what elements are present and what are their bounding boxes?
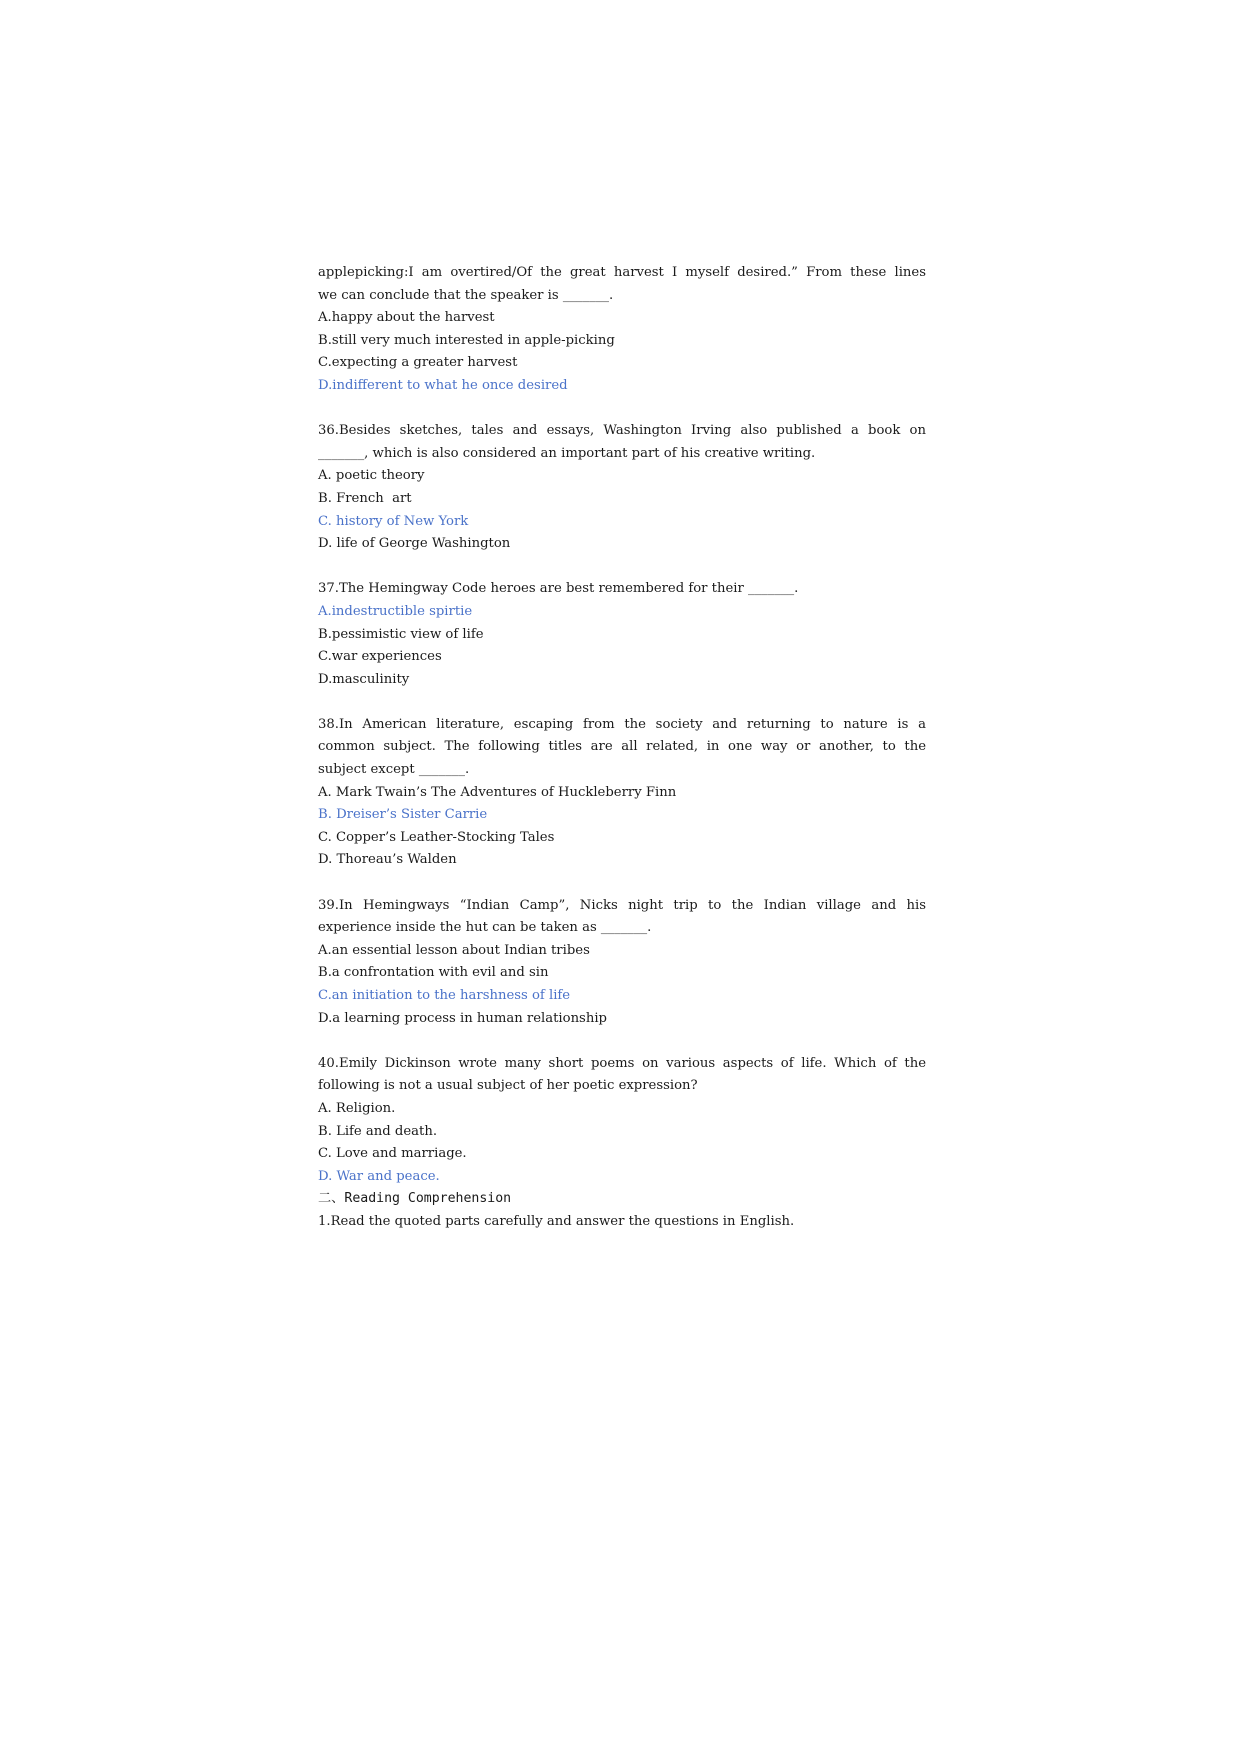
question-text-line: common subject. The following titles are all related, in one way or another, to the [318, 739, 926, 755]
question-39 [318, 895, 926, 1031]
question-text-line: 36.Besides sketches, tales and essays, Washington Irving also published a book on [318, 423, 926, 439]
question-text-line: 40.Emily Dickinson wrote many short poems on various aspects of life. Which of the [318, 1055, 926, 1071]
option-b: B. Life and death. [318, 1123, 438, 1139]
section-reading-comprehension [318, 1188, 926, 1233]
question-38 [318, 714, 926, 872]
option-b: B.still very much interested in apple-picking [318, 332, 615, 348]
question-text-line: applepicking:I am overtired/Of the great harvest I myself desired.” From these lines [318, 265, 926, 280]
question-40 [318, 1053, 926, 1189]
option-a: A.happy about the harvest [318, 310, 495, 326]
question-text-line: _______, which is also considered an important part of his creative writing. [318, 445, 816, 461]
option-d-answer: D.indifferent to what he once desired [318, 377, 568, 393]
option-d-answer: D. War and peace. [318, 1168, 440, 1184]
option-d: D.a learning process in human relationship [318, 1010, 607, 1026]
option-b-answer: B. Dreiser’s Sister Carrie [318, 807, 488, 823]
option-c: C.expecting a greater harvest [318, 355, 518, 371]
section-instruction: 1.Read the quoted parts carefully and answer the questions in English. [318, 1213, 795, 1229]
option-d: D.masculinity [318, 671, 410, 687]
question-text-line: 37.The Hemingway Code heroes are best remembered for their _______. [318, 581, 799, 597]
option-c-answer: C. history of New York [318, 513, 469, 529]
section-title: 二、Reading Comprehension [318, 1191, 512, 1207]
option-c: C. Love and marriage. [318, 1146, 467, 1162]
option-a: A. poetic theory [318, 468, 425, 484]
option-b: B.pessimistic view of life [318, 626, 484, 642]
question-text-line: experience inside the hut can be taken as _______. [318, 920, 652, 936]
option-b: B. French art [318, 490, 412, 506]
question-text-line: 38.In American literature, escaping from the society and returning to nature is a [318, 716, 926, 732]
option-b: B.a confrontation with evil and sin [318, 965, 549, 981]
question-text-line: subject except _______. [318, 762, 470, 778]
option-c: C.war experiences [318, 649, 442, 665]
question-text-line: 39.In Hemingways “Indian Camp”, Nicks night trip to the Indian village and his [318, 897, 926, 913]
option-a: A. Mark Twain’s The Adventures of Huckleberry Finn [318, 784, 677, 800]
option-c: C. Copper’s Leather-Stocking Tales [318, 829, 555, 845]
document-page [318, 262, 926, 1234]
option-d: D. Thoreau’s Walden [318, 852, 457, 868]
option-d: D. life of George Washington [318, 536, 511, 552]
question-text-line: following is not a usual subject of her poetic expression? [318, 1078, 698, 1094]
question-37 [318, 578, 926, 691]
option-a-answer: A.indestructible spirtie [318, 603, 473, 619]
question-continued [318, 262, 926, 398]
question-text-line: we can conclude that the speaker is _______. [318, 287, 614, 303]
option-a: A. Religion. [318, 1100, 396, 1116]
question-36 [318, 420, 926, 556]
option-a: A.an essential lesson about Indian tribes [318, 942, 590, 958]
option-c-answer: C.an initiation to the harshness of life [318, 988, 571, 1003]
